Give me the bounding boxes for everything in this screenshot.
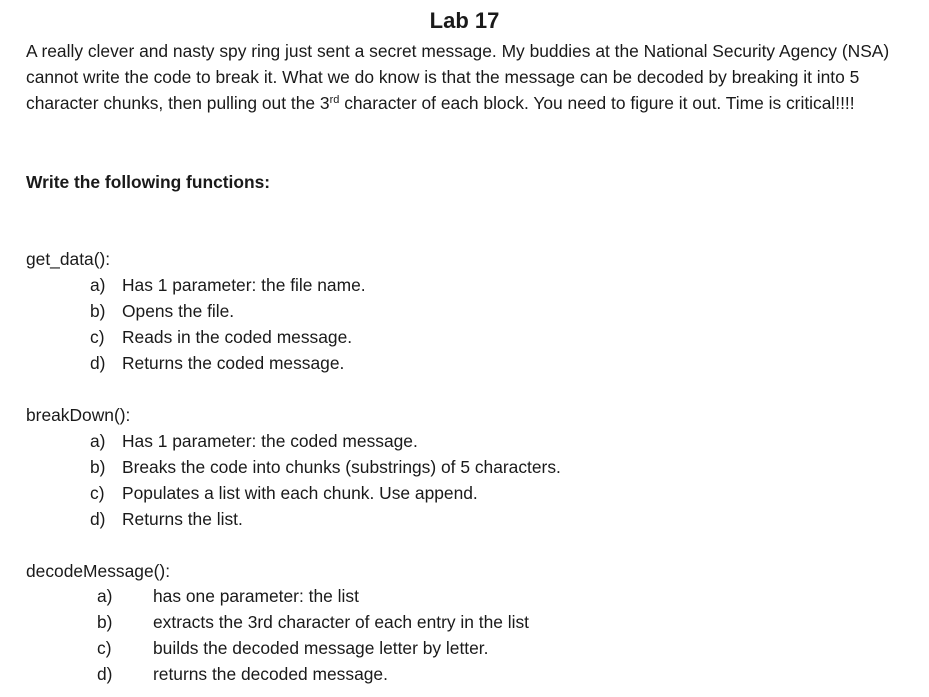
step-text: Has 1 parameter: the coded message. — [122, 431, 418, 451]
instructions-heading: Write the following functions: — [26, 172, 271, 192]
list-item — [90, 506, 561, 532]
list-item — [97, 609, 530, 635]
list-item — [90, 428, 561, 454]
step-label: a) — [90, 275, 106, 295]
step-text: builds the decoded message letter by letter. — [153, 638, 489, 658]
step-text: returns the decoded message. — [153, 664, 388, 684]
step-label: c) — [97, 638, 112, 658]
function-name-decode-message: decodeMessage(): — [26, 561, 171, 581]
list-item — [90, 350, 366, 376]
step-label: b) — [97, 612, 113, 632]
step-text: Opens the file. — [122, 301, 235, 321]
step-text: Returns the list. — [122, 509, 243, 529]
function-name-breakdown: breakDown(): — [26, 405, 131, 425]
step-list-decode-message — [97, 583, 530, 687]
step-label: d) — [90, 509, 106, 529]
function-name-get-data: get_data(): — [26, 249, 111, 269]
list-item — [90, 298, 366, 324]
intro-paragraph — [26, 38, 921, 116]
page-title: Lab 17 — [429, 8, 500, 33]
ordinal-superscript: rd — [329, 94, 340, 106]
step-label: a) — [90, 431, 106, 451]
step-list-get-data — [90, 272, 366, 376]
step-text: Breaks the code into chunks (substrings) of 5 characters. — [122, 457, 561, 477]
intro-text-start: A really clever and nasty spy ring just sent a secret message. My buddies at the National Security Agency (NSA) cannot write the code to break it. What we do know is that the message can be decoded by breaking it into 5 character chunks, then pulling out the 3 — [26, 41, 890, 113]
step-text: has one parameter: the list — [153, 586, 359, 606]
step-text: Populates a list with each chunk. Use append. — [122, 483, 478, 503]
list-item — [97, 661, 529, 687]
list-item — [97, 635, 529, 661]
step-label: c) — [90, 327, 105, 347]
step-label: b) — [90, 301, 106, 321]
step-text: Returns the coded message. — [122, 353, 345, 373]
step-text: extracts the 3rd character of each entry in the list — [153, 612, 530, 632]
step-label: b) — [90, 457, 106, 477]
list-item — [90, 454, 561, 480]
step-label: a) — [97, 586, 113, 606]
list-item — [97, 583, 529, 609]
list-item — [90, 324, 366, 350]
step-label: d) — [97, 664, 113, 684]
step-label: c) — [90, 483, 105, 503]
step-text: Has 1 parameter: the file name. — [122, 275, 366, 295]
list-item — [90, 480, 561, 506]
step-label: d) — [90, 353, 106, 373]
step-list-breakdown — [90, 428, 561, 532]
list-item — [90, 272, 366, 298]
step-text: Reads in the coded message. — [122, 327, 353, 347]
intro-text-end: character of each block. You need to figure it out. Time is critical!!!! — [339, 93, 855, 113]
